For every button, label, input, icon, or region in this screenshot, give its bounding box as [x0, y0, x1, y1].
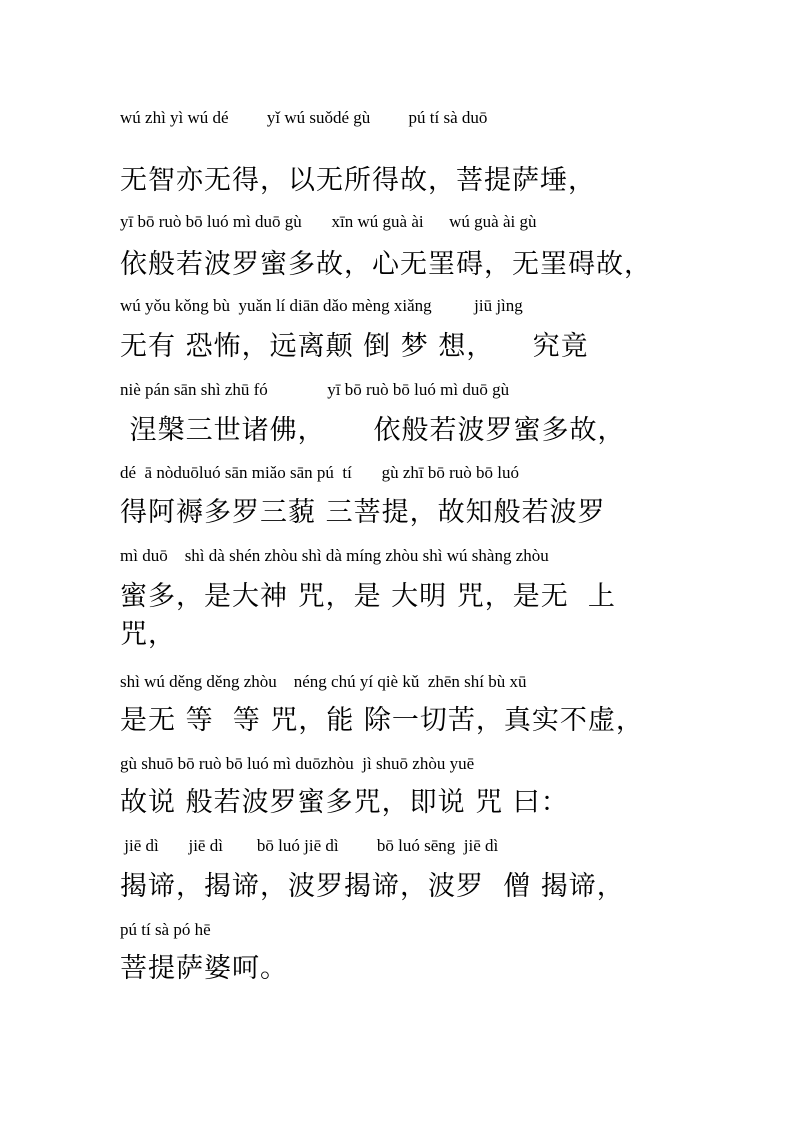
hanzi-line: 揭谛，揭谛，波罗揭谛，波罗 僧 揭谛，: [120, 871, 625, 902]
pinyin-line: niè pán sān shì zhū fó yī bō ruò bō luó mì duō gù: [120, 380, 510, 399]
hanzi-line: 咒，: [120, 619, 176, 650]
pinyin-line: gù shuō bō ruò bō luó mì duōzhòu jì shuō zhòu yuē: [120, 754, 475, 773]
pinyin-line: wú zhì yì wú dé yǐ wú suǒdé gù pú tí sà duō: [120, 108, 488, 127]
pinyin-line: pú tí sà pó hē: [120, 920, 211, 939]
hanzi-line: 无智亦无得，以无所得故，菩提萨埵，: [120, 165, 596, 196]
hanzi-line: 得阿褥多罗三藐 三菩提，故知般若波罗: [120, 497, 606, 528]
pinyin-line: yī bō ruò bō luó mì duō gù xīn wú guà ài wú guà ài gù: [120, 212, 537, 231]
hanzi-line: 蜜多，是大神 咒，是 大明 咒，是无 上: [120, 581, 616, 612]
hanzi-line: 依般若波罗蜜多故，心无罣碍，无罣碍故，: [120, 249, 652, 280]
hanzi-line: 无有 恐怖，远离颠 倒 梦 想， 究竟: [120, 331, 589, 362]
pinyin-line: jiē dì jiē dì bō luó jiē dì bō luó sēng jiē dì: [120, 836, 499, 855]
pinyin-line: shì wú děng děng zhòu néng chú yí qiè kǔ zhēn shí bù xū: [120, 672, 527, 691]
hanzi-line: 菩提萨婆呵。: [120, 953, 288, 984]
hanzi-line: 是无 等 等 咒，能 除一切苦，真实不虚，: [120, 705, 644, 736]
hanzi-line: 涅槃三世诸佛， 依般若波罗蜜多故，: [120, 415, 626, 446]
hanzi-line: 故说 般若波罗蜜多咒，即说 咒 曰：: [120, 787, 569, 818]
pinyin-line: wú yǒu kǒng bù yuǎn lí diān dǎo mèng xiǎng jiū jìng: [120, 296, 523, 315]
pinyin-line: dé ā nòduōluó sān miǎo sān pú tí gù zhī bō ruò bō luó: [120, 463, 519, 482]
pinyin-line: mì duō shì dà shén zhòu shì dà míng zhòu shì wú shàng zhòu: [120, 546, 549, 565]
